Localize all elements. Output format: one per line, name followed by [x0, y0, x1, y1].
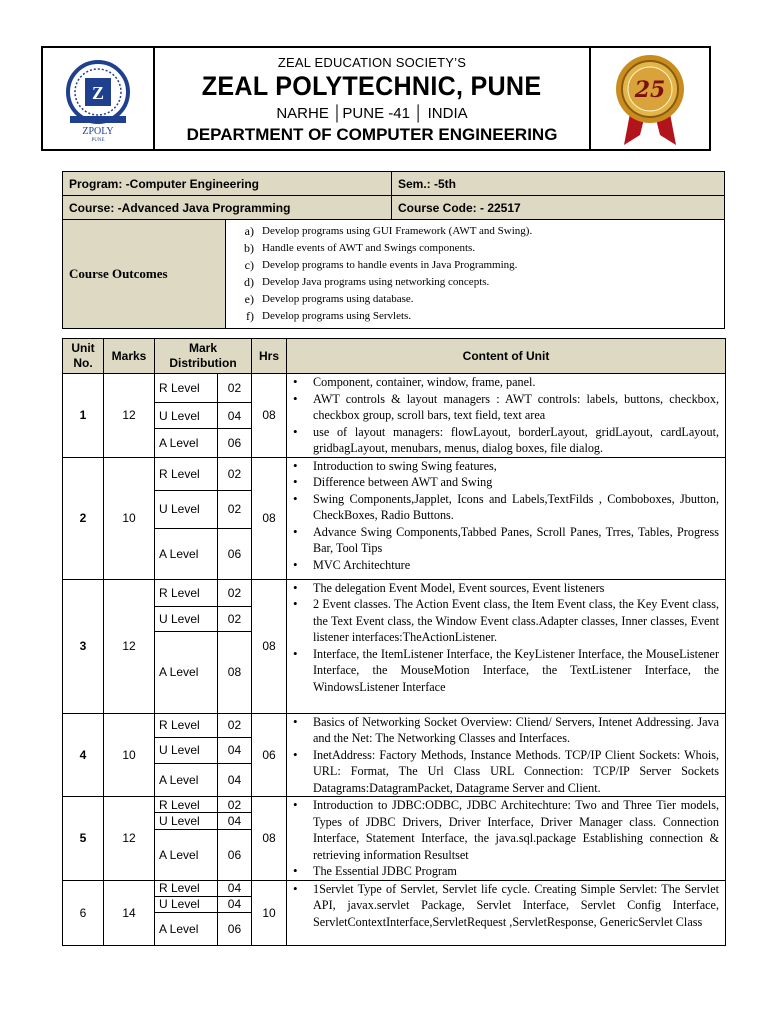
content-bullet: • Advance Swing Components,Tabbed Panes, Scroll Panes, Trres, Tables, Progress Bar, Tool Tips [313, 524, 719, 557]
content-bullet: • InetAddress: Factory Methods, Instance Methods. TCP/IP Client Sockets: Whois, URL: Format, The Url Class URL Connection: TCP/IP Server Sockets Datagrams:DatagramPacket, Datagrame Server and Client. [313, 747, 719, 797]
content-bullet: • The delegation Event Model, Event sources, Event listeners [313, 580, 719, 597]
level-marks: 04 [217, 763, 251, 796]
content-bullet: • Introduction to JDBC:ODBC, JDBC Architechture: Two and Three Tier models, Types of JDBC Drivers, Driver Interface, Driver Manager class. Connection Interface, Statement Interface, the java.sql.package Establishing connection & retrieving information Resultset [313, 797, 719, 863]
course-code-cell: Course Code: - 22517 [392, 196, 725, 220]
level-name: R Level [155, 713, 218, 737]
content-bullet: • Interface, the ItemListener Interface, the KeyListener Interface, the MouseListener Interface, the MouseMotion Interface, the TextListener Interface, the WindowsListener Interface [313, 646, 719, 696]
outcome-marker: c) [244, 258, 254, 272]
unit-hours: 08 [252, 797, 287, 881]
level-marks: 02 [217, 579, 251, 606]
logo-text: ZPOLY [82, 125, 114, 137]
content-bullet: • AWT controls & layout managers : AWT controls: labels, buttons, checkbox, checkbox group, scroll bars, text field, text area [313, 391, 719, 424]
content-bullet: • The Essential JDBC Program [313, 863, 719, 880]
anniversary-badge-icon [610, 51, 690, 147]
level-name: A Level [155, 912, 218, 945]
course-outcomes-list [226, 220, 725, 328]
outcome-text: Handle events of AWT and Swings components. [262, 242, 476, 254]
college-logo-icon [60, 56, 136, 142]
level-marks: 02 [217, 713, 251, 737]
society-name: ZEAL EDUCATION SOCIETY’S [277, 54, 467, 70]
level-name: U Level [155, 403, 218, 429]
unit-number: 3 [63, 579, 104, 713]
logo-subtext: PUNE [91, 137, 105, 142]
header-mark-distribution: Mark Distribution [155, 339, 252, 374]
unit-marks: 12 [104, 374, 155, 458]
outcome-marker: e) [244, 292, 254, 306]
unit-content [287, 374, 726, 458]
level-name: R Level [155, 457, 218, 490]
level-name: U Level [155, 896, 218, 912]
level-name: U Level [155, 737, 218, 763]
department-name: DEPARTMENT OF COMPUTER ENGINEERING [186, 124, 558, 144]
level-name: U Level [155, 606, 218, 631]
outcome-text: Develop programs using database. [262, 293, 414, 305]
header-unit-no: Unit No. [63, 339, 104, 374]
svg-text:Z: Z [91, 82, 105, 103]
unit-row [63, 374, 726, 403]
content-bullet: • Swing Components,Japplet, Icons and Labels,TextFilds , Comboboxes, Jbutton, CheckBoxes, Radio Buttons. [313, 491, 719, 524]
unit-marks: 10 [104, 713, 155, 797]
page-header [41, 46, 711, 151]
header-content: Content of Unit [287, 339, 726, 374]
college-logo-cell [43, 48, 155, 149]
outcome-marker: a) [244, 224, 254, 238]
content-bullet: • use of layout managers: flowLayout, borderLayout, gridLayout, cardLayout, gridbagLayout, menubars, menus, dialog boxes, file dialog. [313, 424, 719, 457]
unit-number: 6 [63, 880, 104, 945]
level-name: U Level [155, 490, 218, 528]
level-name: R Level [155, 374, 218, 403]
outcome-text: Develop programs using GUI Framework (AWT and Swing). [262, 225, 533, 237]
unit-row [63, 457, 726, 490]
course-outcome-item [226, 257, 718, 274]
program-cell: Program: -Computer Engineering [63, 172, 392, 196]
unit-hours: 08 [252, 457, 287, 579]
level-marks: 02 [217, 457, 251, 490]
unit-number: 5 [63, 797, 104, 881]
level-marks: 02 [217, 606, 251, 631]
level-marks: 04 [217, 737, 251, 763]
level-marks: 04 [217, 880, 251, 896]
unit-hours: 08 [252, 579, 287, 713]
level-name: A Level [155, 528, 218, 579]
unit-row [63, 713, 726, 737]
unit-hours: 06 [252, 713, 287, 797]
course-outcome-item [226, 240, 718, 257]
header-marks: Marks [104, 339, 155, 374]
unit-number: 1 [63, 374, 104, 458]
college-address: NARHE │PUNE -41 │ INDIA [276, 104, 468, 122]
unit-marks: 12 [104, 797, 155, 881]
level-marks: 04 [217, 813, 251, 829]
level-marks: 08 [217, 631, 251, 713]
unit-hours: 08 [252, 374, 287, 458]
level-name: A Level [155, 829, 218, 880]
unit-row [63, 579, 726, 606]
unit-content [287, 797, 726, 881]
level-marks: 06 [217, 429, 251, 457]
course-cell: Course: -Advanced Java Programming [63, 196, 392, 220]
level-name: R Level [155, 579, 218, 606]
units-table [62, 338, 726, 946]
outcome-marker: f) [246, 309, 254, 323]
content-bullet: • 1Servlet Type of Servlet, Servlet life cycle. Creating Simple Servlet: The Servlet API, javax.servlet Package, Servlet Interface, Servlet Config Interface, ServletContextInterface,ServletRequest ,ServletResponse, GenericServlet Class [313, 881, 719, 931]
course-outcome-item [226, 291, 718, 308]
level-marks: 02 [217, 797, 251, 813]
level-marks: 04 [217, 403, 251, 429]
title-cell [155, 48, 589, 149]
unit-marks: 12 [104, 579, 155, 713]
content-bullet: • MVC Architechture [313, 557, 719, 574]
content-bullet: • Difference between AWT and Swing [313, 474, 719, 491]
level-name: A Level [155, 429, 218, 457]
badge-number: 25 [634, 76, 666, 103]
level-name: A Level [155, 631, 218, 713]
level-name: R Level [155, 797, 218, 813]
anniversary-badge-cell [589, 48, 709, 149]
outcome-marker: b) [244, 241, 254, 255]
unit-hours: 10 [252, 880, 287, 945]
unit-number: 4 [63, 713, 104, 797]
content-bullet: • Introduction to swing Swing features, [313, 458, 719, 475]
unit-content [287, 579, 726, 713]
outcome-text: Develop programs using Servlets. [262, 310, 412, 322]
program-info-table [62, 171, 725, 329]
course-outcome-item [226, 274, 718, 291]
level-name: R Level [155, 880, 218, 896]
unit-row [63, 880, 726, 896]
unit-marks: 14 [104, 880, 155, 945]
unit-content [287, 880, 726, 945]
level-marks: 02 [217, 490, 251, 528]
college-name: ZEAL POLYTECHNIC, PUNE [202, 70, 542, 101]
course-outcome-item [226, 223, 718, 240]
level-marks: 04 [217, 896, 251, 912]
content-bullet: • Component, container, window, frame, panel. [313, 374, 719, 391]
outcome-text: Develop Java programs using networking concepts. [262, 276, 490, 288]
content-bullet: • Basics of Networking Socket Overview: Cliend/ Servers, Intenet Addressing. Java and the Net: The Networking Classes and Interfaces. [313, 714, 719, 747]
unit-content [287, 713, 726, 797]
unit-content [287, 457, 726, 579]
unit-row [63, 797, 726, 813]
unit-number: 2 [63, 457, 104, 579]
level-marks: 02 [217, 374, 251, 403]
level-marks: 06 [217, 829, 251, 880]
semester-cell: Sem.: -5th [392, 172, 725, 196]
level-marks: 06 [217, 912, 251, 945]
unit-marks: 10 [104, 457, 155, 579]
course-outcome-item [226, 308, 718, 325]
content-bullet: • 2 Event classes. The Action Event class, the Item Event class, the Key Event class, the Text Event class, the Window Event class.Adapter classes, Inner classes, Event listener interfaces:TheActionListener. [313, 596, 719, 646]
header-hrs: Hrs [252, 339, 287, 374]
course-outcomes-label: Course Outcomes [63, 220, 226, 328]
outcome-marker: d) [244, 275, 254, 289]
level-name: U Level [155, 813, 218, 829]
outcome-text: Develop programs to handle events in Java Programming. [262, 259, 518, 271]
level-marks: 06 [217, 528, 251, 579]
level-name: A Level [155, 763, 218, 796]
